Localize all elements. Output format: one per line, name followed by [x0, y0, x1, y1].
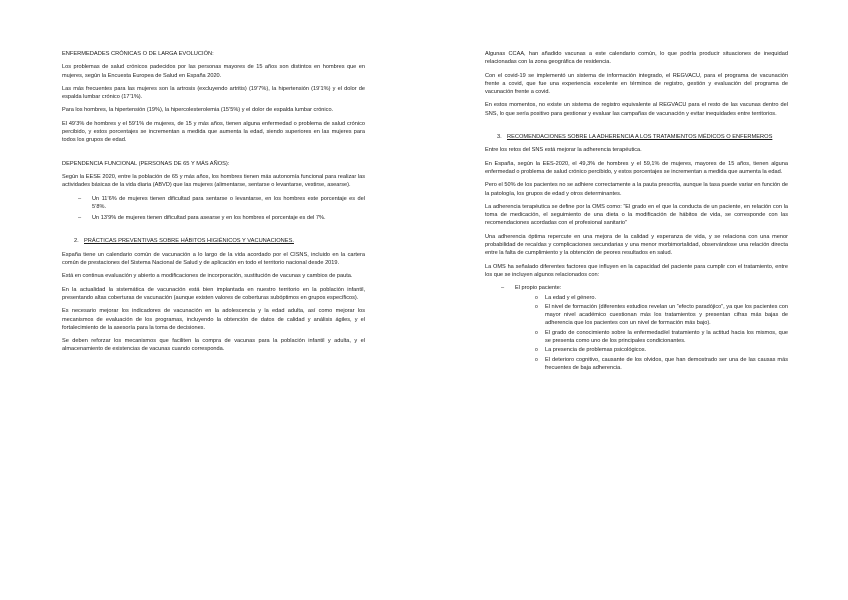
right-column [485, 50, 788, 377]
section-title: PRÁCTICAS PREVENTIVAS SOBRE HÁBITOS HIGIÉNICOS Y VACUNACIONES. [84, 238, 294, 245]
paragraph: Es necesario mejorar los indicadores de vacunación en la adolescencia y la edad adulta, así como mejorar los mecanismos de evaluación de los programas, incluyendo la obtención de datos de calidad y análisis ágiles, y el fortalecimiento de la asesoría para la toma de decisiones. [62, 308, 365, 331]
section-heading-adherence [485, 133, 788, 141]
section-title-functional-dependence: DEPENDENCIA FUNCIONAL (PERSONAS DE 65 Y MÁS AÑOS): [62, 160, 230, 167]
spacer [485, 123, 788, 133]
section-number: 2. [74, 238, 79, 245]
paragraph: Las más frecuentes para las mujeres son la artrosis (excluyendo artritis) (19’7%), la hipertensión (19’1%) y el dolor de espalda lumbar crónico (17’1%). [62, 85, 365, 101]
paragraph: Entre los retos del SNS está mejorar la adherencia terapéutica. [485, 147, 642, 154]
paragraph: Según la EESE 2020, entre la población de 65 y más años, los hombres tienen más autonomía funcional para realizar las actividades básicas de la vida diaria (ABVD) que las mujeres (alimentarse, sentarse o levantarse, vestirse, asearse). [62, 173, 365, 189]
paragraph: España tiene un calendario común de vacunación a lo largo de la vida acordado por el CISNS, incluido en la cartera común de prestaciones del Sistema Nacional de Salud y de aplicación en todo el territorio nacional desde 2019. [62, 251, 365, 267]
dash-list [485, 284, 788, 372]
list-item-label: El propio paciente: [515, 285, 562, 292]
sub-list-item: o El grado de conocimiento sobre la enfermedad/el tratamiento y la actitud hacia los mismos, que se presenta como uno de los principales condicionantes. [545, 329, 788, 346]
paragraph: El 49’3% de hombres y el 59’1% de mujeres, de 15 y más años, tienen alguna enfermedad o problema de salud crónico percibido, y estos porcentajes se incrementan a medida que aumenta la edad, siendo superiores en las mujeres para todos los grupos de edad. [62, 120, 365, 144]
paragraph: La OMS ha señalado diferentes factores que influyen en la capacidad del paciente para cumplir con el tratamiento, entre los que se incluyen algunos relacionados con: [485, 263, 788, 278]
paragraph: Se deben reforzar los mecanismos que faciliten la compra de vacunas para la población infantil y adulta, y el almacenamiento de existencias de vacunas cuando corresponda. [62, 338, 365, 353]
paragraph: En la actualidad la sistemática de vacunación está bien implantada en nuestro territorio en la población infantil, presentando altas coberturas de vacunación (aunque existen valores de coberturas subóptimos en grupos específicos). [62, 286, 365, 301]
list-item [515, 284, 788, 372]
paragraph: Los problemas de salud crónicos padecidos por las personas mayores de 15 años son distintos en hombres que en mujeres, según la Encuesta Europea de Salud en España 2020. [62, 64, 365, 79]
sub-list-item: o El deterioro cognitivo, causante de los olvidos, que han demostrado ser una de las causas más frecuentes de baja adherencia. [545, 356, 788, 373]
section-heading-preventive-practices [62, 237, 365, 245]
sub-list-item: o El nivel de formación (diferentes estudios revelan un “efecto paradójico”, ya que los pacientes con mayor nivel académico cuestionan más los tratamientos y presentan cifras más bajas de adherencia que los pacientes con un nivel de formación más bajo). [545, 303, 788, 328]
list-item: – Un 11’6% de mujeres tienen dificultad para sentarse o levantarse, en los hombres este porcentaje es del 5’8%. [92, 195, 365, 212]
sub-list [515, 294, 788, 373]
spacer [62, 227, 365, 237]
paragraph: Una adherencia óptima repercute en una mejora de la calidad y esperanza de vida, y se relaciona con una menor probabilidad de recaídas y complicaciones secundarias y una menor morbimortalidad, observándose una relación directa entre la falta de cumplimiento y la obtención de peores resultados en salud. [485, 233, 788, 257]
list-item: – Un 13’9% de mujeres tienen dificultad para asearse y en los hombres el porcentaje es del 7%. [92, 214, 365, 222]
paragraph: La adherencia terapéutica se define por la OMS como: “El grado en el que la conducta de un paciente, en relación con la toma de medicación, el seguimiento de una dieta o la modificación de hábitos de vida, se corresponde con las recomendaciones acordadas con el profesional sanitario” [485, 203, 788, 227]
paragraph: En estos momentos, no existe un sistema de registro equivalente al REGVACU para el resto de las vacunas dentro del SNS, lo que sería positivo para gestionar y evaluar las campañas de vacunación y evitar inequidades entre territorios. [485, 102, 788, 117]
sub-list-item: o La presencia de problemas psicológicos. [545, 346, 788, 354]
paragraph: Para los hombres, la hipertensión (19%), la hipercolesterolemia (15’5%) y el dolor de espalda lumbar crónico. [62, 107, 334, 114]
section-title: RECOMENDACIONES SOBRE LA ADHERENCIA A LOS TRATAMIENTOS MÉDICOS O ENFERMEROS [507, 134, 773, 141]
paragraph: Con el covid-19 se implementó un sistema de información integrado, el REGVACU, para el programa de vacunación frente a covid, que fue una experiencia excelente en términos de registro, gestión y evaluación del programa de vacunación frente a covid. [485, 72, 788, 96]
dash-list [62, 195, 365, 223]
section-title-chronic-diseases: ENFERMEDADES CRÓNICAS O DE LARGA EVOLUCIÓN: [62, 51, 214, 57]
paragraph: En España, según la EES-2020, el 49,3% de hombres y el 59,1% de mujeres, mayores de 15 años, tienen alguna enfermedad o problema de salud crónico percibido, y estos porcentajes se incrementan a medida que aumenta la edad. [485, 160, 788, 175]
paragraph: Pero el 50% de los pacientes no se adhiere correctamente a la pauta prescrita, aunque la tasa puede variar en función de la patología, los grupos de edad y otros determinantes. [485, 182, 788, 197]
paragraph: Está en continua evaluación y abierto a modificaciones de incorporación, sustitución de vacunas y cambios de pauta. [62, 273, 353, 280]
section-number: 3. [497, 134, 502, 141]
sub-list-item: o La edad y el género. [545, 294, 788, 302]
paragraph: Algunas CCAA, han añadido vacunas a este calendario común, lo que podría producir situaciones de inequidad relacionadas con la zona geográfica de residencia. [485, 51, 788, 66]
spacer [62, 150, 365, 160]
left-column [62, 50, 365, 359]
